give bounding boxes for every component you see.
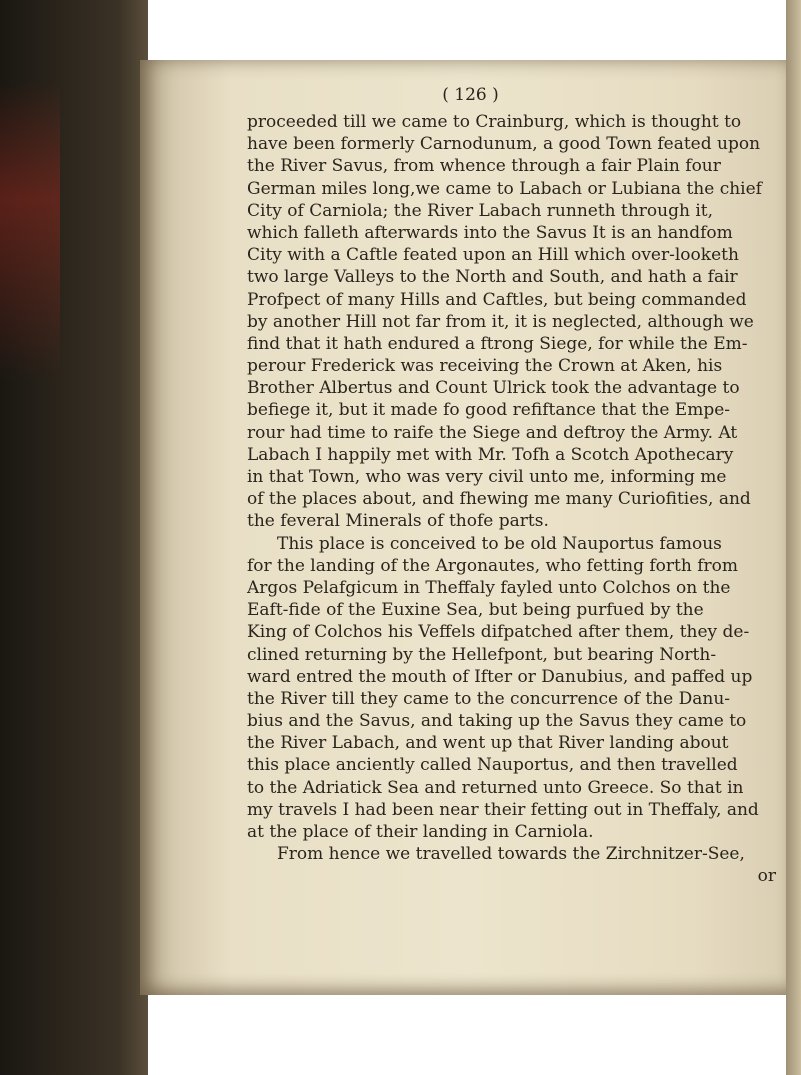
text-line: find that it hath endured a ftrong Siege, for while the Em-	[247, 333, 748, 354]
text-line: City of Carniola; the River Labach runneth through it,	[247, 200, 714, 221]
text-line: befiege it, but it made fo good refiftance that the Empe-	[247, 400, 731, 421]
text-line: at the place of their landing in Carniola.	[247, 822, 594, 842]
text-line: Labach I happily met with Mr. Tofh a Scotch Apothecary	[247, 444, 734, 465]
text-line: the feveral Minerals of thofe parts.	[247, 511, 549, 532]
binding-shadow	[0, 80, 60, 380]
text-line: this place anciently called Nauportus, and then travelled	[247, 755, 738, 776]
page-stack-edge	[786, 0, 801, 1075]
text-line: Profpect of many Hills and Caftles, but being commanded	[247, 289, 747, 310]
text-line: King of Colchos his Veffels difpatched after them, they de-	[247, 622, 750, 643]
text-line: for the landing of the Argonautes, who fetting forth from	[247, 555, 738, 576]
text-line: the River till they came to the concurrence of the Danu-	[247, 688, 731, 709]
text-line: perour Frederick was receiving the Crown at Aken, his	[247, 356, 723, 377]
text-line: City with a Caftle feated upon an Hill which over-looketh	[247, 245, 739, 266]
text-line: clined returning by the Hellefpont, but bearing North-	[247, 644, 717, 665]
text-line: two large Valleys to the North and South, and hath a fair	[247, 267, 738, 288]
text-line: Eaft-fide of the Euxine Sea, but being purfued by the	[247, 600, 704, 621]
page-text-block	[247, 84, 782, 888]
text-line: the River Labach, and went up that River landing about	[247, 733, 729, 754]
text-line: ward entred the mouth of Ifter or Danubius, and paffed up	[247, 666, 753, 687]
text-line: which falleth afterwards into the Savus It is an handfom	[247, 222, 733, 243]
catchword: or	[757, 866, 776, 887]
page-number: ( 126 )	[442, 85, 499, 105]
text-line: by another Hill not far from it, it is neglected, although we	[247, 311, 754, 332]
text-line: This place is conceived to be old Nauportus famous	[277, 533, 722, 554]
text-line: From hence we travelled towards the Zirchnitzer-See,	[277, 844, 745, 865]
text-line: bius and the Savus, and taking up the Savus they came to	[247, 711, 747, 732]
text-line: of the places about, and fhewing me many Curiofities, and	[247, 489, 751, 510]
text-line: have been formerly Carnodunum, a good Town feated upon	[247, 134, 761, 155]
text-line: my travels I had been near their fetting out in Theffaly, and	[247, 799, 759, 820]
text-line: Brother Albertus and Count Ulrick took the advantage to	[247, 378, 740, 399]
text-line: proceeded till we came to Crainburg, which is thought to	[247, 112, 742, 132]
text-line: to the Adriatick Sea and returned unto Greece. So that in	[247, 777, 744, 798]
text-line: Argos Pelafgicum in Theffaly fayled unto Colchos on the	[247, 577, 731, 598]
text-line: the River Savus, from whence through a fair Plain four	[247, 156, 721, 177]
text-line: German miles long,we came to Labach or Lubiana the chief	[247, 178, 762, 199]
text-line: rour had time to raife the Siege and deftroy the Army. At	[247, 422, 738, 443]
text-line: in that Town, who was very civil unto me, informing me	[247, 467, 727, 487]
